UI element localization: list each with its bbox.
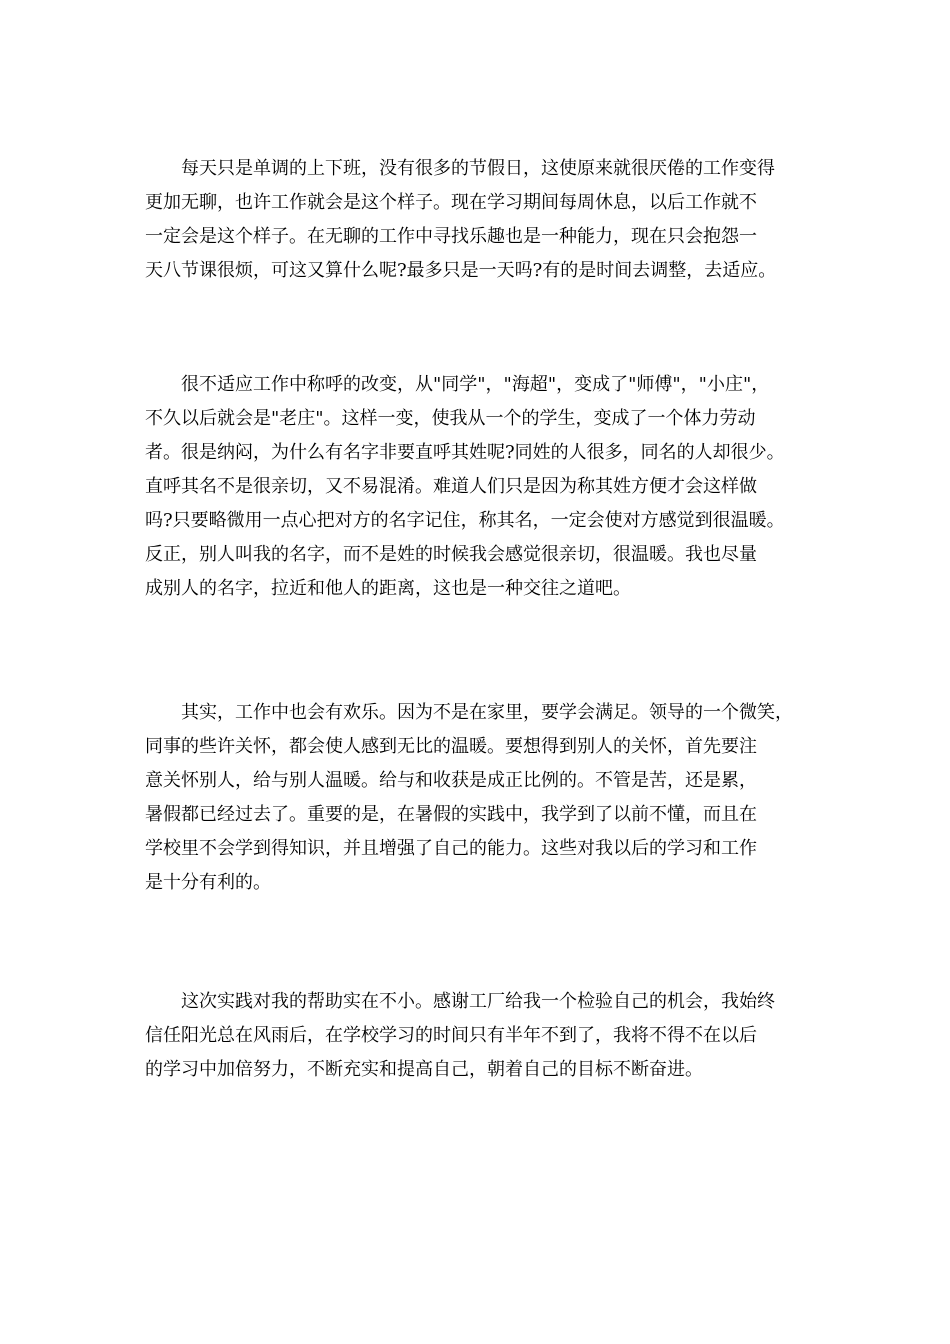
text-line: 暑假都已经过去了。重要的是，在暑假的实践中，我学到了以前不懂，而且在 xyxy=(145,804,757,825)
text-line: 反正，别人叫我的名字，而不是姓的时候我会感觉很亲切，很温暖。我也尽量 xyxy=(145,544,757,565)
text-line: 是十分有利的。 xyxy=(145,872,271,893)
text-line: 更加无聊，也许工作就会是这个样子。现在学习期间每周休息，以后工作就不 xyxy=(145,192,757,213)
text-line: 信任阳光总在风雨后，在学校学习的时间只有半年不到了，我将不得不在以后 xyxy=(145,1025,757,1046)
text-line: 同事的些许关怀，都会使人感到无比的温暖。要想得到别人的关怀，首先要注 xyxy=(145,736,757,757)
text-line: 这次实践对我的帮助实在不小。感谢工厂给我一个检验自己的机会，我始终 xyxy=(145,991,775,1012)
paragraph-1 xyxy=(145,152,825,288)
text-line: 其实，工作中也会有欢乐。因为不是在家里，要学会满足。领导的一个微笑， xyxy=(145,702,793,723)
paragraph-3 xyxy=(145,696,825,900)
text-line: 学校里不会学到得知识，并且增强了自己的能力。这些对我以后的学习和工作 xyxy=(145,838,757,859)
text-line: 成别人的名字，拉近和他人的距离，这也是一种交往之道吧。 xyxy=(145,578,631,599)
text-line: 不久以后就会是"老庄"。这样一变，使我从一个的学生，变成了一个体力劳动 xyxy=(145,408,756,429)
text-line: 的学习中加倍努力，不断充实和提高自己，朝着自己的目标不断奋进。 xyxy=(145,1059,703,1080)
text-line: 吗?只要略微用一点心把对方的名字记住，称其名，一定会使对方感觉到很温暖。 xyxy=(145,510,785,531)
paragraph-2 xyxy=(145,368,825,606)
text-line: 一定会是这个样子。在无聊的工作中寻找乐趣也是一种能力，现在只会抱怨一 xyxy=(145,226,757,247)
text-line: 每天只是单调的上下班，没有很多的节假日，这使原来就很厌倦的工作变得 xyxy=(145,158,775,179)
text-line: 直呼其名不是很亲切，又不易混淆。难道人们只是因为称其姓方便才会这样做 xyxy=(145,476,757,497)
text-line: 者。很是纳闷，为什么有名字非要直呼其姓呢?同姓的人很多，同名的人却很少。 xyxy=(145,442,785,463)
text-line: 天八节课很烦，可这又算什么呢?最多只是一天吗?有的是时间去调整，去适应。 xyxy=(145,260,777,281)
text-line: 意关怀别人，给与别人温暖。给与和收获是成正比例的。不管是苦，还是累， xyxy=(145,770,757,791)
paragraph-4 xyxy=(145,985,825,1087)
text-line: 很不适应工作中称呼的改变，从"同学"，"海超"，变成了"师傅"，"小庄"， xyxy=(145,374,770,395)
